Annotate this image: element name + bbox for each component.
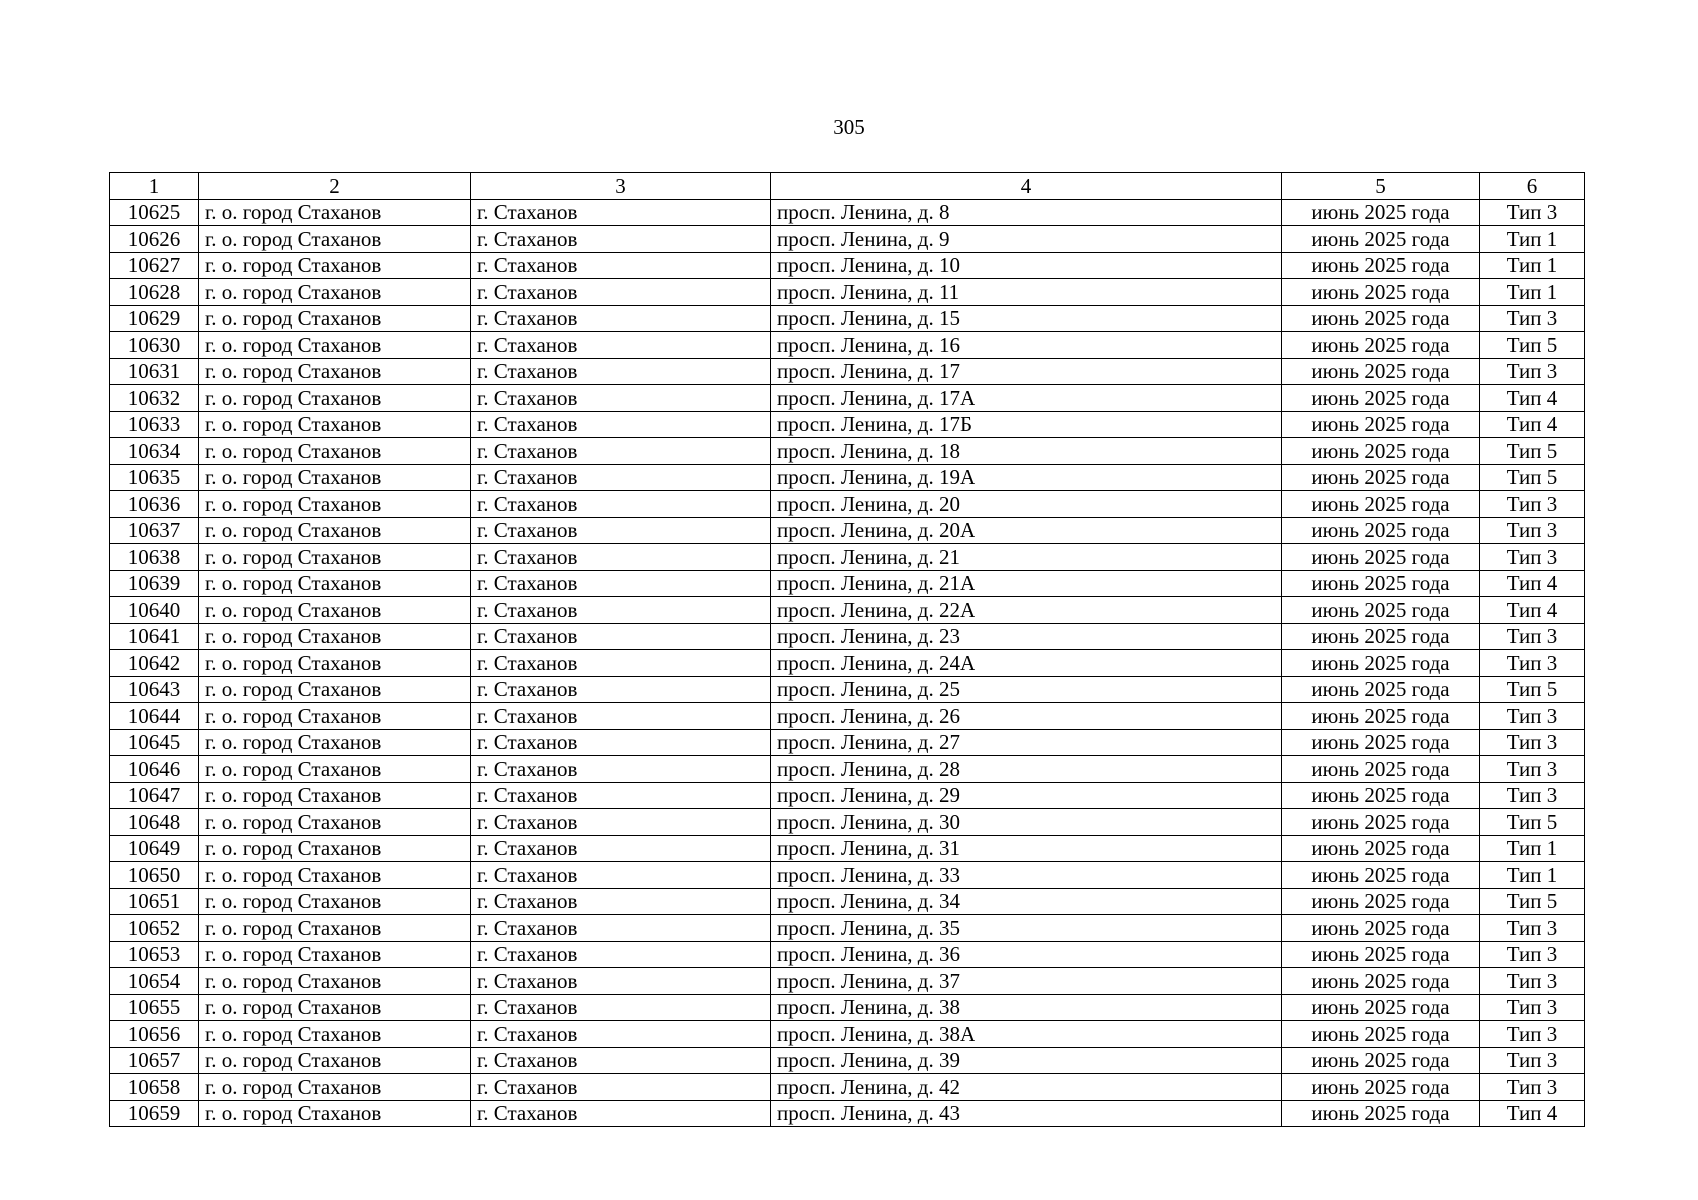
table-row bbox=[110, 570, 1585, 597]
type-cell: Тип 3 bbox=[1480, 1074, 1585, 1101]
settlement-cell: г. Стаханов bbox=[471, 252, 771, 279]
table-row bbox=[110, 385, 1585, 412]
column-header-3: 3 bbox=[471, 173, 771, 200]
row-number: 10648 bbox=[110, 809, 199, 836]
date-cell: июнь 2025 года bbox=[1282, 385, 1480, 412]
date-cell: июнь 2025 года bbox=[1282, 968, 1480, 995]
address-cell: просп. Ленина, д. 17 bbox=[771, 358, 1282, 385]
type-cell: Тип 3 bbox=[1480, 703, 1585, 730]
type-cell: Тип 4 bbox=[1480, 1100, 1585, 1127]
table-row bbox=[110, 438, 1585, 465]
row-number: 10637 bbox=[110, 517, 199, 544]
row-number: 10655 bbox=[110, 994, 199, 1021]
address-cell: просп. Ленина, д. 35 bbox=[771, 915, 1282, 942]
type-cell: Тип 1 bbox=[1480, 862, 1585, 889]
type-cell: Тип 3 bbox=[1480, 968, 1585, 995]
address-cell: просп. Ленина, д. 26 bbox=[771, 703, 1282, 730]
type-cell: Тип 3 bbox=[1480, 544, 1585, 571]
date-cell: июнь 2025 года bbox=[1282, 676, 1480, 703]
municipality-cell: г. о. город Стаханов bbox=[199, 438, 471, 465]
table-row bbox=[110, 252, 1585, 279]
date-cell: июнь 2025 года bbox=[1282, 941, 1480, 968]
municipality-cell: г. о. город Стаханов bbox=[199, 305, 471, 332]
municipality-cell: г. о. город Стаханов bbox=[199, 279, 471, 306]
settlement-cell: г. Стаханов bbox=[471, 862, 771, 889]
address-cell: просп. Ленина, д. 31 bbox=[771, 835, 1282, 862]
type-cell: Тип 3 bbox=[1480, 915, 1585, 942]
date-cell: июнь 2025 года bbox=[1282, 544, 1480, 571]
municipality-cell: г. о. город Стаханов bbox=[199, 1047, 471, 1074]
row-number: 10646 bbox=[110, 756, 199, 783]
date-cell: июнь 2025 года bbox=[1282, 650, 1480, 677]
row-number: 10625 bbox=[110, 199, 199, 226]
row-number: 10649 bbox=[110, 835, 199, 862]
municipality-cell: г. о. город Стаханов bbox=[199, 703, 471, 730]
municipality-cell: г. о. город Стаханов bbox=[199, 676, 471, 703]
settlement-cell: г. Стаханов bbox=[471, 597, 771, 624]
settlement-cell: г. Стаханов bbox=[471, 491, 771, 518]
table-row bbox=[110, 517, 1585, 544]
settlement-cell: г. Стаханов bbox=[471, 1100, 771, 1127]
row-number: 10643 bbox=[110, 676, 199, 703]
table-row bbox=[110, 703, 1585, 730]
date-cell: июнь 2025 года bbox=[1282, 888, 1480, 915]
date-cell: июнь 2025 года bbox=[1282, 756, 1480, 783]
address-cell: просп. Ленина, д. 10 bbox=[771, 252, 1282, 279]
address-cell: просп. Ленина, д. 20А bbox=[771, 517, 1282, 544]
type-cell: Тип 5 bbox=[1480, 809, 1585, 836]
address-cell: просп. Ленина, д. 33 bbox=[771, 862, 1282, 889]
type-cell: Тип 3 bbox=[1480, 756, 1585, 783]
type-cell: Тип 4 bbox=[1480, 570, 1585, 597]
table-row bbox=[110, 994, 1585, 1021]
date-cell: июнь 2025 года bbox=[1282, 279, 1480, 306]
table-row bbox=[110, 544, 1585, 571]
municipality-cell: г. о. город Стаханов bbox=[199, 756, 471, 783]
table-row bbox=[110, 676, 1585, 703]
table-row bbox=[110, 809, 1585, 836]
table-row bbox=[110, 729, 1585, 756]
municipality-cell: г. о. город Стаханов bbox=[199, 941, 471, 968]
table-row bbox=[110, 650, 1585, 677]
type-cell: Тип 3 bbox=[1480, 1047, 1585, 1074]
date-cell: июнь 2025 года bbox=[1282, 597, 1480, 624]
type-cell: Тип 5 bbox=[1480, 676, 1585, 703]
type-cell: Тип 3 bbox=[1480, 729, 1585, 756]
type-cell: Тип 5 bbox=[1480, 464, 1585, 491]
row-number: 10653 bbox=[110, 941, 199, 968]
municipality-cell: г. о. город Стаханов bbox=[199, 650, 471, 677]
address-cell: просп. Ленина, д. 37 bbox=[771, 968, 1282, 995]
type-cell: Тип 5 bbox=[1480, 332, 1585, 359]
address-cell: просп. Ленина, д. 21 bbox=[771, 544, 1282, 571]
settlement-cell: г. Стаханов bbox=[471, 226, 771, 253]
table-row bbox=[110, 358, 1585, 385]
table-row bbox=[110, 1074, 1585, 1101]
column-header-1: 1 bbox=[110, 173, 199, 200]
date-cell: июнь 2025 года bbox=[1282, 252, 1480, 279]
settlement-cell: г. Стаханов bbox=[471, 438, 771, 465]
row-number: 10647 bbox=[110, 782, 199, 809]
row-number: 10644 bbox=[110, 703, 199, 730]
column-header-4: 4 bbox=[771, 173, 1282, 200]
type-cell: Тип 3 bbox=[1480, 491, 1585, 518]
row-number: 10642 bbox=[110, 650, 199, 677]
settlement-cell: г. Стаханов bbox=[471, 358, 771, 385]
settlement-cell: г. Стаханов bbox=[471, 703, 771, 730]
row-number: 10657 bbox=[110, 1047, 199, 1074]
address-cell: просп. Ленина, д. 18 bbox=[771, 438, 1282, 465]
municipality-cell: г. о. город Стаханов bbox=[199, 411, 471, 438]
date-cell: июнь 2025 года bbox=[1282, 491, 1480, 518]
date-cell: июнь 2025 года bbox=[1282, 438, 1480, 465]
municipality-cell: г. о. город Стаханов bbox=[199, 862, 471, 889]
row-number: 10659 bbox=[110, 1100, 199, 1127]
address-cell: просп. Ленина, д. 38А bbox=[771, 1021, 1282, 1048]
settlement-cell: г. Стаханов bbox=[471, 941, 771, 968]
type-cell: Тип 3 bbox=[1480, 305, 1585, 332]
address-cell: просп. Ленина, д. 42 bbox=[771, 1074, 1282, 1101]
date-cell: июнь 2025 года bbox=[1282, 411, 1480, 438]
date-cell: июнь 2025 года bbox=[1282, 358, 1480, 385]
row-number: 10651 bbox=[110, 888, 199, 915]
address-cell: просп. Ленина, д. 43 bbox=[771, 1100, 1282, 1127]
settlement-cell: г. Стаханов bbox=[471, 385, 771, 412]
page-number: 305 bbox=[833, 115, 865, 139]
column-header-2: 2 bbox=[199, 173, 471, 200]
date-cell: июнь 2025 года bbox=[1282, 862, 1480, 889]
address-cell: просп. Ленина, д. 29 bbox=[771, 782, 1282, 809]
row-number: 10635 bbox=[110, 464, 199, 491]
address-cell: просп. Ленина, д. 36 bbox=[771, 941, 1282, 968]
table-row bbox=[110, 199, 1585, 226]
address-cell: просп. Ленина, д. 23 bbox=[771, 623, 1282, 650]
table-row bbox=[110, 623, 1585, 650]
row-number: 10638 bbox=[110, 544, 199, 571]
date-cell: июнь 2025 года bbox=[1282, 729, 1480, 756]
settlement-cell: г. Стаханов bbox=[471, 888, 771, 915]
settlement-cell: г. Стаханов bbox=[471, 544, 771, 571]
settlement-cell: г. Стаханов bbox=[471, 809, 771, 836]
municipality-cell: г. о. город Стаханов bbox=[199, 385, 471, 412]
date-cell: июнь 2025 года bbox=[1282, 1021, 1480, 1048]
municipality-cell: г. о. город Стаханов bbox=[199, 968, 471, 995]
table-row bbox=[110, 888, 1585, 915]
row-number: 10641 bbox=[110, 623, 199, 650]
date-cell: июнь 2025 года bbox=[1282, 1047, 1480, 1074]
address-cell: просп. Ленина, д. 38 bbox=[771, 994, 1282, 1021]
settlement-cell: г. Стаханов bbox=[471, 676, 771, 703]
address-cell: просп. Ленина, д. 15 bbox=[771, 305, 1282, 332]
address-cell: просп. Ленина, д. 8 bbox=[771, 199, 1282, 226]
table-row bbox=[110, 597, 1585, 624]
type-cell: Тип 4 bbox=[1480, 597, 1585, 624]
type-cell: Тип 3 bbox=[1480, 782, 1585, 809]
settlement-cell: г. Стаханов bbox=[471, 570, 771, 597]
address-cell: просп. Ленина, д. 22А bbox=[771, 597, 1282, 624]
municipality-cell: г. о. город Стаханов bbox=[199, 1021, 471, 1048]
row-number: 10645 bbox=[110, 729, 199, 756]
settlement-cell: г. Стаханов bbox=[471, 411, 771, 438]
settlement-cell: г. Стаханов bbox=[471, 729, 771, 756]
settlement-cell: г. Стаханов bbox=[471, 517, 771, 544]
date-cell: июнь 2025 года bbox=[1282, 305, 1480, 332]
municipality-cell: г. о. город Стаханов bbox=[199, 835, 471, 862]
address-cell: просп. Ленина, д. 20 bbox=[771, 491, 1282, 518]
municipality-cell: г. о. город Стаханов bbox=[199, 729, 471, 756]
municipality-cell: г. о. город Стаханов bbox=[199, 491, 471, 518]
settlement-cell: г. Стаханов bbox=[471, 756, 771, 783]
table-row bbox=[110, 279, 1585, 306]
date-cell: июнь 2025 года bbox=[1282, 782, 1480, 809]
table-row bbox=[110, 1100, 1585, 1127]
table-row bbox=[110, 411, 1585, 438]
municipality-cell: г. о. город Стаханов bbox=[199, 226, 471, 253]
settlement-cell: г. Стаханов bbox=[471, 835, 771, 862]
table-row bbox=[110, 968, 1585, 995]
table-row bbox=[110, 835, 1585, 862]
date-cell: июнь 2025 года bbox=[1282, 226, 1480, 253]
row-number: 10634 bbox=[110, 438, 199, 465]
municipality-cell: г. о. город Стаханов bbox=[199, 888, 471, 915]
municipality-cell: г. о. город Стаханов bbox=[199, 809, 471, 836]
date-cell: июнь 2025 года bbox=[1282, 570, 1480, 597]
address-cell: просп. Ленина, д. 25 bbox=[771, 676, 1282, 703]
date-cell: июнь 2025 года bbox=[1282, 703, 1480, 730]
table-row bbox=[110, 226, 1585, 253]
settlement-cell: г. Стаханов bbox=[471, 650, 771, 677]
settlement-cell: г. Стаханов bbox=[471, 279, 771, 306]
row-number: 10636 bbox=[110, 491, 199, 518]
table-row bbox=[110, 1047, 1585, 1074]
settlement-cell: г. Стаханов bbox=[471, 915, 771, 942]
date-cell: июнь 2025 года bbox=[1282, 994, 1480, 1021]
table-row bbox=[110, 782, 1585, 809]
date-cell: июнь 2025 года bbox=[1282, 915, 1480, 942]
row-number: 10627 bbox=[110, 252, 199, 279]
type-cell: Тип 3 bbox=[1480, 199, 1585, 226]
type-cell: Тип 3 bbox=[1480, 623, 1585, 650]
settlement-cell: г. Стаханов bbox=[471, 782, 771, 809]
date-cell: июнь 2025 года bbox=[1282, 332, 1480, 359]
address-cell: просп. Ленина, д. 21А bbox=[771, 570, 1282, 597]
municipality-cell: г. о. город Стаханов bbox=[199, 252, 471, 279]
row-number: 10640 bbox=[110, 597, 199, 624]
row-number: 10630 bbox=[110, 332, 199, 359]
date-cell: июнь 2025 года bbox=[1282, 809, 1480, 836]
address-cell: просп. Ленина, д. 9 bbox=[771, 226, 1282, 253]
settlement-cell: г. Стаханов bbox=[471, 332, 771, 359]
table-row bbox=[110, 332, 1585, 359]
municipality-cell: г. о. город Стаханов bbox=[199, 199, 471, 226]
municipality-cell: г. о. город Стаханов bbox=[199, 597, 471, 624]
type-cell: Тип 4 bbox=[1480, 411, 1585, 438]
type-cell: Тип 1 bbox=[1480, 835, 1585, 862]
date-cell: июнь 2025 года bbox=[1282, 1074, 1480, 1101]
settlement-cell: г. Стаханов bbox=[471, 968, 771, 995]
settlement-cell: г. Стаханов bbox=[471, 1074, 771, 1101]
type-cell: Тип 4 bbox=[1480, 385, 1585, 412]
address-cell: просп. Ленина, д. 24А bbox=[771, 650, 1282, 677]
address-cell: просп. Ленина, д. 34 bbox=[771, 888, 1282, 915]
type-cell: Тип 3 bbox=[1480, 517, 1585, 544]
type-cell: Тип 3 bbox=[1480, 994, 1585, 1021]
row-number: 10629 bbox=[110, 305, 199, 332]
address-cell: просп. Ленина, д. 30 bbox=[771, 809, 1282, 836]
settlement-cell: г. Стаханов bbox=[471, 994, 771, 1021]
municipality-cell: г. о. город Стаханов bbox=[199, 623, 471, 650]
column-header-6: 6 bbox=[1480, 173, 1585, 200]
settlement-cell: г. Стаханов bbox=[471, 1047, 771, 1074]
row-number: 10658 bbox=[110, 1074, 199, 1101]
row-number: 10654 bbox=[110, 968, 199, 995]
row-number: 10628 bbox=[110, 279, 199, 306]
date-cell: июнь 2025 года bbox=[1282, 1100, 1480, 1127]
municipality-cell: г. о. город Стаханов bbox=[199, 358, 471, 385]
address-cell: просп. Ленина, д. 17А bbox=[771, 385, 1282, 412]
row-number: 10632 bbox=[110, 385, 199, 412]
settlement-cell: г. Стаханов bbox=[471, 199, 771, 226]
municipality-cell: г. о. город Стаханов bbox=[199, 570, 471, 597]
settlement-cell: г. Стаханов bbox=[471, 464, 771, 491]
type-cell: Тип 3 bbox=[1480, 1021, 1585, 1048]
municipality-cell: г. о. город Стаханов bbox=[199, 464, 471, 491]
row-number: 10656 bbox=[110, 1021, 199, 1048]
municipality-cell: г. о. город Стаханов bbox=[199, 1100, 471, 1127]
registry-table bbox=[109, 172, 1585, 1127]
date-cell: июнь 2025 года bbox=[1282, 835, 1480, 862]
row-number: 10639 bbox=[110, 570, 199, 597]
row-number: 10652 bbox=[110, 915, 199, 942]
type-cell: Тип 1 bbox=[1480, 226, 1585, 253]
type-cell: Тип 1 bbox=[1480, 252, 1585, 279]
table-body bbox=[110, 199, 1585, 1127]
table-row bbox=[110, 915, 1585, 942]
table-row bbox=[110, 1021, 1585, 1048]
table-row bbox=[110, 305, 1585, 332]
municipality-cell: г. о. город Стаханов bbox=[199, 915, 471, 942]
table-row bbox=[110, 491, 1585, 518]
date-cell: июнь 2025 года bbox=[1282, 199, 1480, 226]
date-cell: июнь 2025 года bbox=[1282, 464, 1480, 491]
date-cell: июнь 2025 года bbox=[1282, 623, 1480, 650]
table-row bbox=[110, 862, 1585, 889]
table-header bbox=[110, 173, 1585, 200]
type-cell: Тип 5 bbox=[1480, 438, 1585, 465]
address-cell: просп. Ленина, д. 19А bbox=[771, 464, 1282, 491]
municipality-cell: г. о. город Стаханов bbox=[199, 517, 471, 544]
type-cell: Тип 5 bbox=[1480, 888, 1585, 915]
address-cell: просп. Ленина, д. 11 bbox=[771, 279, 1282, 306]
row-number: 10626 bbox=[110, 226, 199, 253]
type-cell: Тип 3 bbox=[1480, 358, 1585, 385]
municipality-cell: г. о. город Стаханов bbox=[199, 1074, 471, 1101]
table-row bbox=[110, 756, 1585, 783]
header-row bbox=[110, 173, 1585, 200]
address-cell: просп. Ленина, д. 17Б bbox=[771, 411, 1282, 438]
settlement-cell: г. Стаханов bbox=[471, 623, 771, 650]
municipality-cell: г. о. город Стаханов bbox=[199, 332, 471, 359]
address-cell: просп. Ленина, д. 16 bbox=[771, 332, 1282, 359]
municipality-cell: г. о. город Стаханов bbox=[199, 782, 471, 809]
row-number: 10650 bbox=[110, 862, 199, 889]
settlement-cell: г. Стаханов bbox=[471, 1021, 771, 1048]
municipality-cell: г. о. город Стаханов bbox=[199, 994, 471, 1021]
address-cell: просп. Ленина, д. 27 bbox=[771, 729, 1282, 756]
table-row bbox=[110, 941, 1585, 968]
row-number: 10633 bbox=[110, 411, 199, 438]
column-header-5: 5 bbox=[1282, 173, 1480, 200]
type-cell: Тип 1 bbox=[1480, 279, 1585, 306]
municipality-cell: г. о. город Стаханов bbox=[199, 544, 471, 571]
address-cell: просп. Ленина, д. 39 bbox=[771, 1047, 1282, 1074]
date-cell: июнь 2025 года bbox=[1282, 517, 1480, 544]
row-number: 10631 bbox=[110, 358, 199, 385]
address-cell: просп. Ленина, д. 28 bbox=[771, 756, 1282, 783]
settlement-cell: г. Стаханов bbox=[471, 305, 771, 332]
type-cell: Тип 3 bbox=[1480, 650, 1585, 677]
table-row bbox=[110, 464, 1585, 491]
type-cell: Тип 3 bbox=[1480, 941, 1585, 968]
